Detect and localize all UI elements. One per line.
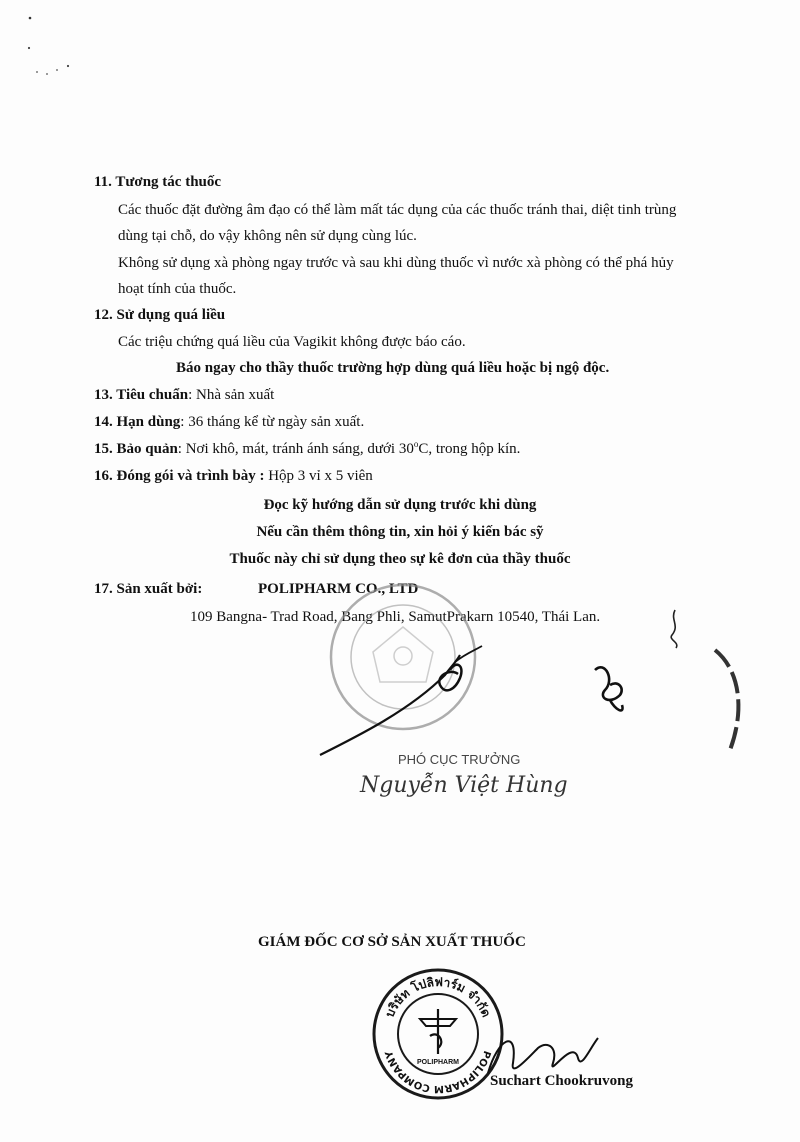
section-11-line-1: Các thuốc đặt đường âm đạo có thể làm mất tác dụng của các thuốc tránh thai, diệt tinh trùng [118, 202, 677, 218]
item-14-label: 14. Hạn dùng [94, 414, 181, 430]
notice-1: Đọc kỹ hướng dẫn sử dụng trước khi dùng [263, 497, 537, 513]
ministry-signature [300, 640, 520, 760]
seal-thai-text: บริษัท โปลิฟาร์ม จำกัด [382, 974, 494, 1020]
seal-english-text: POLIPHARM COMPANY [383, 1049, 493, 1095]
item-16 [94, 467, 373, 485]
item-15-text-after: C, trong hộp kín. [418, 441, 521, 457]
section-11-line-3: Không sử dụng xà phòng ngay trước và sau khi dùng thuốc vì nước xà phòng có thể phá hủy [118, 255, 674, 271]
manufacturer-label: 17. Sản xuất bởi: [94, 581, 203, 597]
director-title: GIÁM ĐỐC CƠ SỞ SẢN XUẤT THUỐC [258, 934, 526, 950]
item-15-label: 15. Bảo quản [94, 441, 178, 457]
approval-title: PHÓ CỤC TRƯỞNG [398, 752, 521, 767]
item-13-label: 13. Tiêu chuẩn [94, 387, 189, 403]
seal-brand: POLIPHARM [417, 1059, 459, 1066]
item-15-text-before: : Nơi khô, mát, tránh ánh sáng, dưới 30 [177, 441, 414, 457]
director-name: Suchart Chookruvong [490, 1073, 633, 1089]
manufacturer-address: 109 Bangna- Trad Road, Bang Phli, SamutPrakarn 10540, Thái Lan. [190, 609, 601, 625]
section-11-line-4: hoạt tính của thuốc. [118, 281, 237, 297]
manufacturer-name: POLIPHARM CO., LTD [258, 581, 419, 597]
item-13 [94, 386, 274, 404]
item-14-text: : 36 tháng kể từ ngày sản xuất. [180, 414, 365, 430]
section-12-line-1: Các triệu chứng quá liều của Vagikit không được báo cáo. [118, 334, 466, 350]
item-15-degree: o [413, 439, 419, 449]
section-11-heading: 11. Tương tác thuốc [94, 174, 222, 190]
notice-2: Nếu cần thêm thông tin, xin hỏi ý kiến bác sỹ [256, 524, 544, 540]
item-16-text: Hộp 3 vỉ x 5 viên [264, 468, 373, 484]
item-14 [94, 413, 364, 431]
initials-marks [580, 600, 760, 770]
section-12-heading: 12. Sử dụng quá liều [94, 307, 226, 323]
scan-specks [25, 10, 85, 80]
item-15 [94, 440, 520, 458]
overdose-warning: Báo ngay cho thầy thuốc trường hợp dùng quá liều hoặc bị ngộ độc. [176, 360, 610, 376]
approval-signer: Nguyễn Việt Hùng [360, 773, 568, 798]
item-16-label: 16. Đóng gói và trình bày : [94, 468, 265, 484]
section-11-line-2: dùng tại chỗ, do vậy không nên sử dụng cùng lúc. [118, 228, 417, 244]
notice-3: Thuốc này chỉ sử dụng theo sự kê đơn của thầy thuốc [229, 551, 571, 567]
item-13-text: : Nhà sản xuất [188, 387, 275, 403]
